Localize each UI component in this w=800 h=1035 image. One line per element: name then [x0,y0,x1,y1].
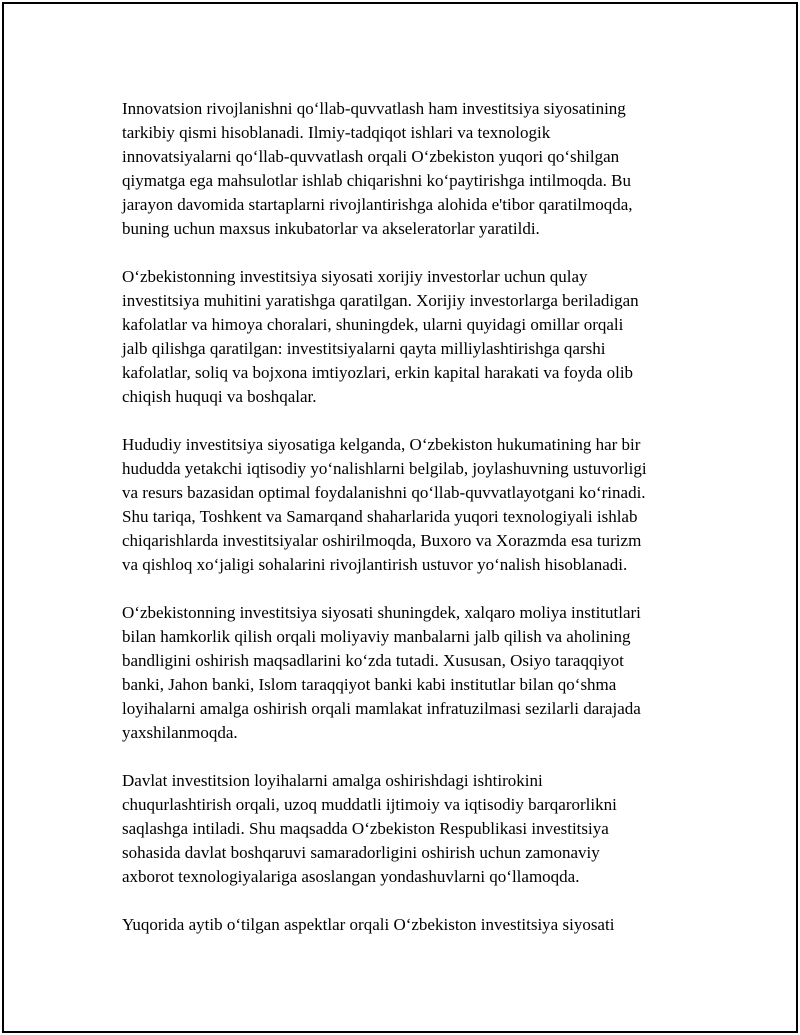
paragraph-line: O‘zbekistonning investitsiya siyosati xorijiy investorlar uchun qulay [122,267,588,286]
paragraph-line: Hududiy investitsiya siyosatiga kelganda, O‘zbekiston hukumatining har bir [122,435,641,454]
paragraph-foreign-investors [122,265,702,409]
paragraph-conclusion [122,913,702,937]
paragraph-line: chiqarishlarda investitsiyalar oshirilmoqda, Buxoro va Xorazmda esa turizm [122,531,642,550]
paragraph-line: hududda yetakchi iqtisodiy yo‘nalishlarni belgilab, joylashuvning ustuvorligi [122,459,647,478]
paragraph-line: chuqurlashtirish orqali, uzoq muddatli ijtimoiy va iqtisodiy barqarorlikni [122,795,617,814]
paragraph-innovation [122,97,702,241]
paragraph-line: kafolatlar va himoya choralari, shuningdek, ularni quyidagi omillar orqali [122,315,624,334]
paragraph-line: Yuqorida aytib o‘tilgan aspektlar orqali O‘zbekiston investitsiya siyosati [122,915,615,934]
paragraph-regional-policy [122,433,702,577]
paragraph-line: qiymatga ega mahsulotlar ishlab chiqarishni ko‘paytirishga intilmoqda. Bu [122,171,631,190]
paragraph-line: bandligini oshirish maqsadlarini ko‘zda tutadi. Xususan, Osiyo taraqqiyot [122,651,624,670]
paragraph-state-participation [122,769,702,889]
document-body [122,97,702,961]
paragraph-line: chiqish huquqi va boshqalar. [122,387,317,406]
paragraph-line: investitsiya muhitini yaratishga qaratilgan. Xorijiy investorlarga beriladigan [122,291,639,310]
paragraph-line: jalb qilishga qaratilgan: investitsiyalarni qayta milliylashtirishga qarshi [122,339,606,358]
paragraph-line: kafolatlar, soliq va bojxona imtiyozlari, erkin kapital harakati va foyda olib [122,363,634,382]
paragraph-line: banki, Jahon banki, Islom taraqqiyot banki kabi institutlar bilan qo‘shma [122,675,617,694]
paragraph-line: Davlat investitsion loyihalarni amalga oshirishdagi ishtirokini [122,771,543,790]
paragraph-line: axborot texnologiyalariga asoslangan yondashuvlarni qo‘llamoqda. [122,867,580,886]
paragraph-line: buning uchun maxsus inkubatorlar va akseleratorlar yaratildi. [122,219,540,238]
paragraph-line: va qishloq xo‘jaligi sohalarini rivojlantirish ustuvor yo‘nalish hisoblanadi. [122,555,628,574]
paragraph-line: innovatsiyalarni qo‘llab-quvvatlash orqali O‘zbekiston yuqori qo‘shilgan [122,147,620,166]
paragraph-line: bilan hamkorlik qilish orqali moliyaviy manbalarni jalb qilish va aholining [122,627,631,646]
paragraph-international-cooperation [122,601,702,745]
paragraph-line: Innovatsion rivojlanishni qo‘llab-quvvatlash ham investitsiya siyosatining [122,99,626,118]
paragraph-line: O‘zbekistonning investitsiya siyosati shuningdek, xalqaro moliya institutlari [122,603,641,622]
paragraph-line: jarayon davomida startaplarni rivojlantirishga alohida e'tibor qaratilmoqda, [122,195,633,214]
paragraph-line: Shu tariqa, Toshkent va Samarqand shaharlarida yuqori texnologiyali ishlab [122,507,638,526]
paragraph-line: saqlashga intiladi. Shu maqsadda O‘zbekiston Respublikasi investitsiya [122,819,609,838]
document-page [2,2,798,1033]
paragraph-line: loyihalarni amalga oshirish orqali mamlakat infratuzilmasi sezilarli darajada [122,699,641,718]
paragraph-line: yaxshilanmoqda. [122,723,238,742]
paragraph-line: tarkibiy qismi hisoblanadi. Ilmiy-tadqiqot ishlari va texnologik [122,123,551,142]
paragraph-line: sohasida davlat boshqaruvi samaradorligini oshirish uchun zamonaviy [122,843,600,862]
paragraph-line: va resurs bazasidan optimal foydalanishni qo‘llab-quvvatlayotgani ko‘rinadi. [122,483,646,502]
